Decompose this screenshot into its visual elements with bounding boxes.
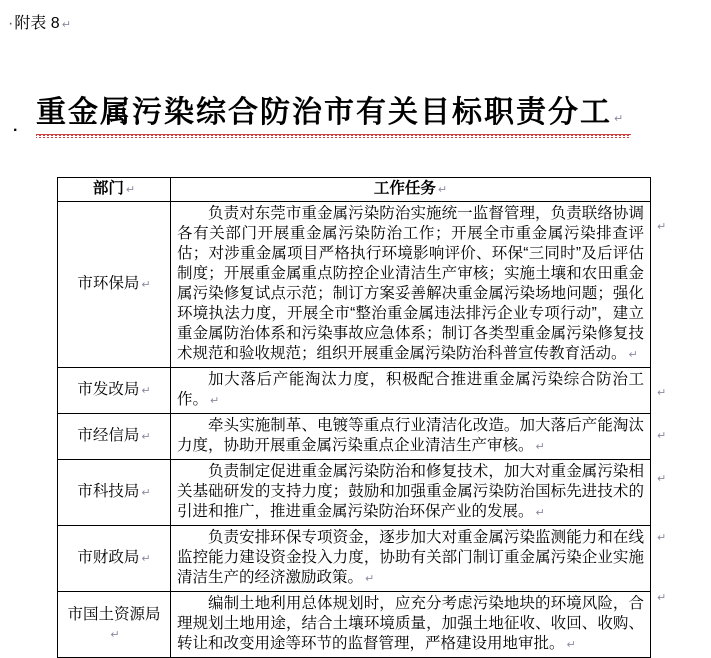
task-cell [171,526,651,592]
department-cell [58,202,171,368]
end-of-cell-mark: ↵ [110,628,120,641]
appendix-label: 附表 8 [14,15,60,32]
department-cell [58,460,171,526]
formatting-space-dot-mark: · [8,15,14,32]
end-of-row-mark: ↵ [657,387,667,399]
title-block [0,92,711,138]
department-name: 市发改局 [77,381,140,398]
end-of-cell-mark: ↵ [365,573,375,585]
department-name: 市国土资源局 [67,605,161,623]
task-cell [171,460,651,526]
table-header-row [58,178,651,202]
department-cell [58,414,171,460]
task-text: 加大落后产能淘汰力度，积极配合推进重金属污染综合防治工作。 [177,371,644,408]
department-name: 市财政局 [77,549,140,566]
red-wavy-underline [36,134,631,138]
table-row [58,368,651,414]
end-of-cell-mark: ↵ [141,385,151,397]
table-row [58,460,651,526]
end-of-cell-mark: ↵ [141,487,151,499]
column-header-department [58,178,171,202]
appendix-label-line [8,10,71,33]
column-header-tasks [171,178,651,202]
table-row [58,414,651,460]
table-row [58,202,651,368]
task-text: 负责安排环保专项资金，逐步加大对重金属污染监测能力和在线监控能力建设资金投入力度，协助有关部门制订重金属污染企业实施清洁生产的经济激励政策。 [177,529,644,586]
end-of-cell-mark: ↵ [566,639,576,651]
line-break-mark: ↵ [61,19,71,31]
end-of-row-mark: ↵ [657,532,667,544]
department-name: 市科技局 [77,483,140,500]
end-of-cell-mark: ↵ [141,431,151,443]
task-text: 编制土地利用总体规划时，应充分考虑污染地块的环境风险，合理规划土地用途，结合土壤环境质量，加强土地征收、收回、收购、转让和改变用途等环节的监督管理，严格建设用地审批。 [177,595,644,652]
end-of-cell-mark: ↵ [210,395,220,407]
department-cell [58,368,171,414]
end-of-cell-mark: ↵ [628,349,638,361]
task-cell [171,368,651,414]
end-of-cell-mark: ↵ [437,184,448,196]
department-name: 市环保局 [77,275,140,292]
task-cell [171,414,651,460]
end-of-cell-mark: ↵ [141,553,151,565]
task-text: 牵头实施制革、电镀等重点行业清洁化改造。加大落后产能淘汰力度，协助开展重金属污染重点企业清洁生产审核。 [177,417,644,454]
end-of-row-mark: ↵ [657,473,667,485]
task-cell [171,592,651,658]
department-name: 市经信局 [77,427,140,444]
table-row [58,592,651,658]
table-row [58,526,651,592]
department-cell [58,592,171,658]
department-cell [58,526,171,592]
column-header-tasks-label: 工作任务 [373,180,436,197]
end-of-row-mark: ↵ [657,430,667,442]
task-text: 负责对东莞市重金属污染防治实施统一监督管理，负责联络协调各有关部门开展重金属污染防治工作；开展全市重金属污染排查评估；对涉重金属项目严格执行环境影响评价、环保“三同时”及后评估制度；开展重金属重点防控企业清洁生产审核；实施土壤和农田重金属污染修复试点示范；制订方案妥善解决重金属污染场地问题；强化环境执法力度，开展全市“整治重金属违法排污企业专项行动”，建立重金属防治体系和污染事故应急体系；制订各类型重金属污染修复技术规范和验收规范；组织开展重金属污染防治科普宣传教育活动。 [177,205,644,362]
page-title: 重金属污染综合防治市有关目标职责分工 [36,96,612,129]
task-cell [171,202,651,368]
end-of-row-mark: ↵ [657,221,667,233]
end-of-cell-mark: ↵ [535,441,545,453]
end-of-cell-mark: ↵ [141,279,151,291]
task-text: 负责制定促进重金属污染防治和修复技术，加大对重金属污染相关基础研发的支持力度；鼓励和加强重金属污染防治国标先进技术的引进和推广，推进重金属污染防治环保产业的发展。 [177,463,644,520]
end-of-row-mark: ↵ [657,592,667,604]
duty-table [57,177,651,658]
title-leading-dot-mark: . [13,118,18,135]
column-header-department-label: 部门 [92,180,124,197]
end-of-cell-mark: ↵ [535,507,545,519]
end-of-cell-mark: ↵ [125,184,136,196]
line-break-mark: ↵ [614,113,624,125]
